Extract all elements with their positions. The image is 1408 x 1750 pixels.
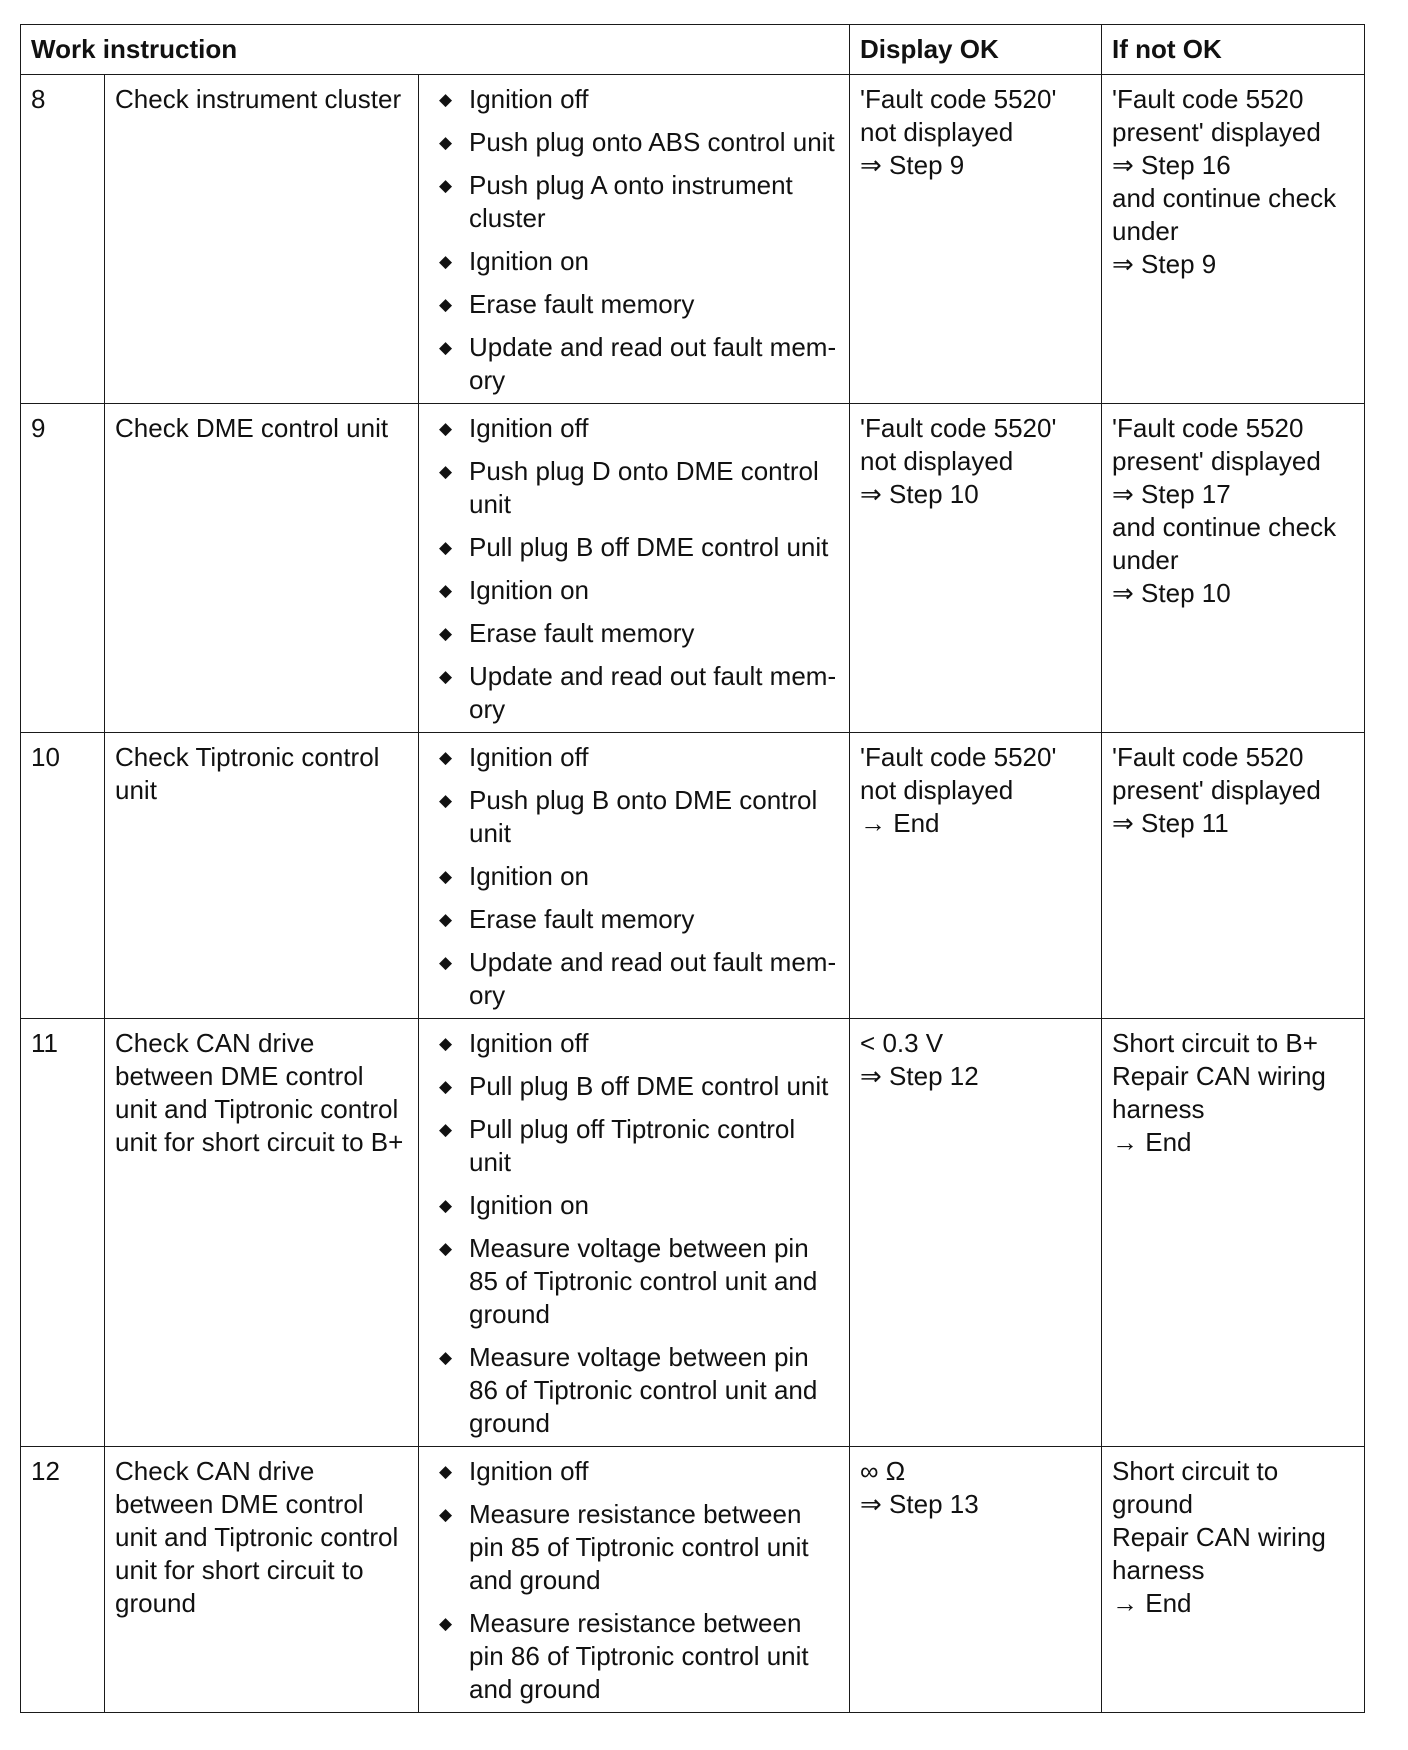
instruction-text: Push plug A onto instrument cluster [469,170,793,233]
instruction-item [429,1498,839,1597]
diamond-bullet-icon: ◆ [439,791,453,810]
diamond-bullet-icon: ◆ [439,338,453,357]
table-row [21,1019,1365,1447]
diamond-bullet-icon: ◆ [439,953,453,972]
instruction-item [429,903,839,936]
if-not-ok-line: 'Fault code 5520 present' displayed [1112,413,1321,476]
table-row [21,404,1365,733]
instruction-text: Ignition on [469,1190,589,1220]
diamond-bullet-icon: ◆ [439,1120,453,1139]
check-description: Check CAN drive between DME control unit and Tiptronic control unit for short circuit to ground [105,1447,419,1713]
if-not-ok-line: Repair CAN wiring harness [1112,1061,1326,1124]
instruction-list [429,1455,839,1706]
if-not-ok-line: 'Fault code 5520 present' displayed [1112,742,1321,805]
display-ok-line: 'Fault code 5520' not displayed [860,84,1057,147]
display-ok-cell [850,75,1102,404]
diamond-bullet-icon: ◆ [439,1034,453,1053]
if-not-ok-cell [1102,1447,1365,1713]
instruction-cell [419,1447,850,1713]
check-description: Check instrument cluster [105,75,419,404]
instruction-item [429,784,839,850]
diamond-bullet-icon: ◆ [439,667,453,686]
instruction-text: Push plug D onto DME control unit [469,456,819,519]
header-work-instruction: Work instruction [21,25,850,75]
instruction-item [429,574,839,607]
diamond-bullet-icon: ◆ [439,1462,453,1481]
if-not-ok-line: → End [1112,1127,1192,1157]
instruction-item [429,1455,839,1488]
diamond-bullet-icon: ◆ [439,1614,453,1633]
instruction-list [429,1027,839,1440]
instruction-item [429,412,839,445]
diamond-bullet-icon: ◆ [439,176,453,195]
instruction-text: Ignition on [469,246,589,276]
table-row [21,75,1365,404]
instruction-item [429,1027,839,1060]
check-description: Check CAN drive between DME control unit and Tiptronic control unit for short circuit to B+ [105,1019,419,1447]
if-not-ok-line: → End [1112,1588,1192,1618]
header-display-ok: Display OK [850,25,1102,75]
instruction-text: Erase fault memory [469,289,695,319]
instruction-text: Measure resistance between pin 85 of Tiptronic control unit and ground [469,1499,809,1595]
if-not-ok-cell [1102,404,1365,733]
diamond-bullet-icon: ◆ [439,910,453,929]
if-not-ok-line: Short circuit to B+ [1112,1028,1318,1058]
display-ok-line: 'Fault code 5520' not displayed [860,742,1057,805]
instruction-text: Ignition on [469,575,589,605]
instruction-item [429,741,839,774]
diamond-bullet-icon: ◆ [439,1239,453,1258]
if-not-ok-line: and continue check under [1112,183,1337,246]
instruction-text: Ignition off [469,1028,589,1058]
instruction-list [429,412,839,726]
instruction-text: Push plug B onto DME control unit [469,785,818,848]
if-not-ok-line: ⇒ Step 17 [1112,479,1231,509]
instruction-text: Push plug onto ABS control unit [469,127,835,157]
if-not-ok-line: Repair CAN wiring harness [1112,1522,1326,1585]
display-ok-line: → End [860,808,940,838]
diamond-bullet-icon: ◆ [439,462,453,481]
work-instruction-table [20,24,1365,1713]
header-if-not-ok: If not OK [1102,25,1365,75]
instruction-text: Ignition on [469,861,589,891]
instruction-item [429,860,839,893]
display-ok-line: ∞ Ω [860,1456,906,1486]
instruction-text: Ignition off [469,742,589,772]
instruction-text: Ignition off [469,413,589,443]
diamond-bullet-icon: ◆ [439,624,453,643]
display-ok-line: ⇒ Step 13 [860,1489,979,1519]
display-ok-line: < 0.3 V [860,1028,944,1058]
instruction-text: Ignition off [469,84,589,114]
if-not-ok-line: ⇒ Step 9 [1112,249,1217,279]
instruction-cell [419,75,850,404]
if-not-ok-cell [1102,733,1365,1019]
diamond-bullet-icon: ◆ [439,581,453,600]
table-header-row [21,25,1365,75]
table-body [21,75,1365,1713]
step-number: 10 [21,733,105,1019]
if-not-ok-line: and continue check under [1112,512,1337,575]
diamond-bullet-icon: ◆ [439,1077,453,1096]
instruction-text: Measure resistance between pin 86 of Tiptronic control unit and ground [469,1608,809,1704]
step-number: 11 [21,1019,105,1447]
table-row [21,1447,1365,1713]
instruction-text: Pull plug off Tiptronic control unit [469,1114,796,1177]
instruction-text: Erase fault memory [469,904,695,934]
if-not-ok-cell [1102,75,1365,404]
instruction-item [429,288,839,321]
step-number: 8 [21,75,105,404]
instruction-text: Update and read out fault mem-ory [469,332,837,395]
instruction-text: Ignition off [469,1456,589,1486]
diamond-bullet-icon: ◆ [439,295,453,314]
diamond-bullet-icon: ◆ [439,252,453,271]
display-ok-cell [850,1019,1102,1447]
if-not-ok-line: Short circuit to ground [1112,1456,1279,1519]
instruction-item [429,1232,839,1331]
instruction-item [429,83,839,116]
instruction-text: Erase fault memory [469,618,695,648]
if-not-ok-cell [1102,1019,1365,1447]
document-page [20,24,1364,1713]
instruction-item [429,331,839,397]
instruction-item [429,1341,839,1440]
display-ok-line: ⇒ Step 12 [860,1061,979,1091]
diamond-bullet-icon: ◆ [439,867,453,886]
if-not-ok-line: 'Fault code 5520 present' displayed [1112,84,1321,147]
diamond-bullet-icon: ◆ [439,538,453,557]
display-ok-cell [850,404,1102,733]
instruction-list [429,83,839,397]
check-description: Check Tiptronic control unit [105,733,419,1019]
instruction-text: Measure voltage between pin 85 of Tiptronic control unit and ground [469,1233,818,1329]
if-not-ok-line: ⇒ Step 16 [1112,150,1231,180]
instruction-text: Measure voltage between pin 86 of Tiptronic control unit and ground [469,1342,818,1438]
instruction-item [429,1607,839,1706]
instruction-cell [419,1019,850,1447]
diamond-bullet-icon: ◆ [439,133,453,152]
instruction-cell [419,733,850,1019]
diamond-bullet-icon: ◆ [439,1505,453,1524]
instruction-item [429,1189,839,1222]
display-ok-line: 'Fault code 5520' not displayed [860,413,1057,476]
diamond-bullet-icon: ◆ [439,1348,453,1367]
instruction-list [429,741,839,1012]
instruction-item [429,455,839,521]
instruction-item [429,245,839,278]
instruction-item [429,126,839,159]
instruction-text: Update and read out fault mem-ory [469,947,837,1010]
instruction-text: Pull plug B off DME control unit [469,1071,829,1101]
instruction-item [429,531,839,564]
instruction-item [429,946,839,1012]
diamond-bullet-icon: ◆ [439,419,453,438]
instruction-item [429,1070,839,1103]
instruction-item [429,1113,839,1179]
diamond-bullet-icon: ◆ [439,1196,453,1215]
step-number: 12 [21,1447,105,1713]
if-not-ok-line: ⇒ Step 11 [1112,808,1229,838]
check-description: Check DME control unit [105,404,419,733]
if-not-ok-line: ⇒ Step 10 [1112,578,1231,608]
instruction-cell [419,404,850,733]
instruction-text: Update and read out fault mem-ory [469,661,837,724]
instruction-item [429,169,839,235]
display-ok-cell [850,733,1102,1019]
instruction-text: Pull plug B off DME control unit [469,532,829,562]
diamond-bullet-icon: ◆ [439,90,453,109]
display-ok-cell [850,1447,1102,1713]
table-row [21,733,1365,1019]
instruction-item [429,617,839,650]
instruction-item [429,660,839,726]
display-ok-line: ⇒ Step 9 [860,150,965,180]
step-number: 9 [21,404,105,733]
display-ok-line: ⇒ Step 10 [860,479,979,509]
diamond-bullet-icon: ◆ [439,748,453,767]
